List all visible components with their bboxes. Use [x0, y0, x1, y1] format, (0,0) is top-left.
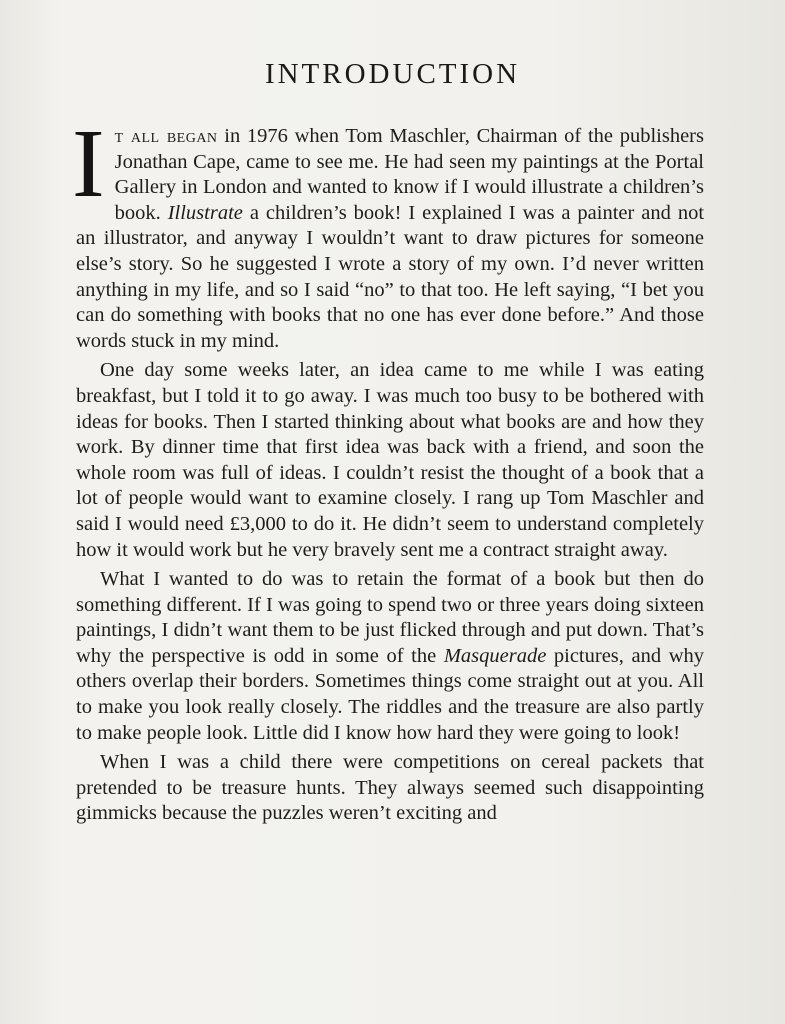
text-segment: When I was a child there were competitions on cereal packets that pretended to be treasure hunts. They always seemed such disappointing gimmicks because the puzzles weren’t exciting and [76, 751, 704, 825]
page-title: INTRODUCTION [264, 58, 521, 90]
body-text [72, 110, 705, 827]
text-segment: What I wanted to do was to retain the format of a book but then do something different. If I was going to spend two or three years doing sixteen paintings, I didn’t want them to be just flicked through and put down. That’s why the perspective is odd in some of the [76, 568, 704, 667]
paragraph-2 [76, 358, 704, 563]
paragraph-4 [76, 750, 704, 827]
drop-cap: I [72, 110, 105, 218]
text-segment: pictures, and why others overlap their borders. Sometimes things come straight out at you. All to make you look really closely. The riddles and the treasure are also partly to make people look. Little did I know how hard they were going to look! [76, 644, 705, 744]
text-segment: One day some weeks later, an idea came to me while I was eating breakfast, but I told it to go away. I was much too busy to be bothered with ideas for books. Then I started thinking about what books are and how they work. By dinner time that first idea was back with a friend, and soon the whole room was full of ideas. I couldn’t resist the thought of a book that a lot of people would want to examine closely. I rang up Tom Maschler and said I would need £3,000 to do it. He didn’t seem to understand completely how it would work but he very bravely sent me a contract straight away. [76, 359, 704, 561]
paragraph-3 [76, 567, 704, 746]
text-segment: a children’s book! I explained I was a painter and not an illustrator, and anyway I wouldn’t want to draw pictures for someone else’s story. So he suggested I wrote a story of my own. I’d never written anything in my life, and so I said “no” to that too. He left saying, “I bet you can do something with books that no one has ever done before.” And those words stuck in my mind. [76, 201, 705, 352]
italic-text: Illustrate [167, 201, 243, 224]
text-segment: in 1976 when Tom Maschler, Chairman of the publishers Jonathan Cape, came to see me. He had seen my paintings at the Portal Gallery in London and wanted to know if I would illustrate a children’s book. [114, 125, 704, 224]
paragraph-1 [72, 110, 705, 354]
small-caps-lead: t all began [114, 125, 218, 147]
italic-text: Masquerade [443, 644, 547, 667]
